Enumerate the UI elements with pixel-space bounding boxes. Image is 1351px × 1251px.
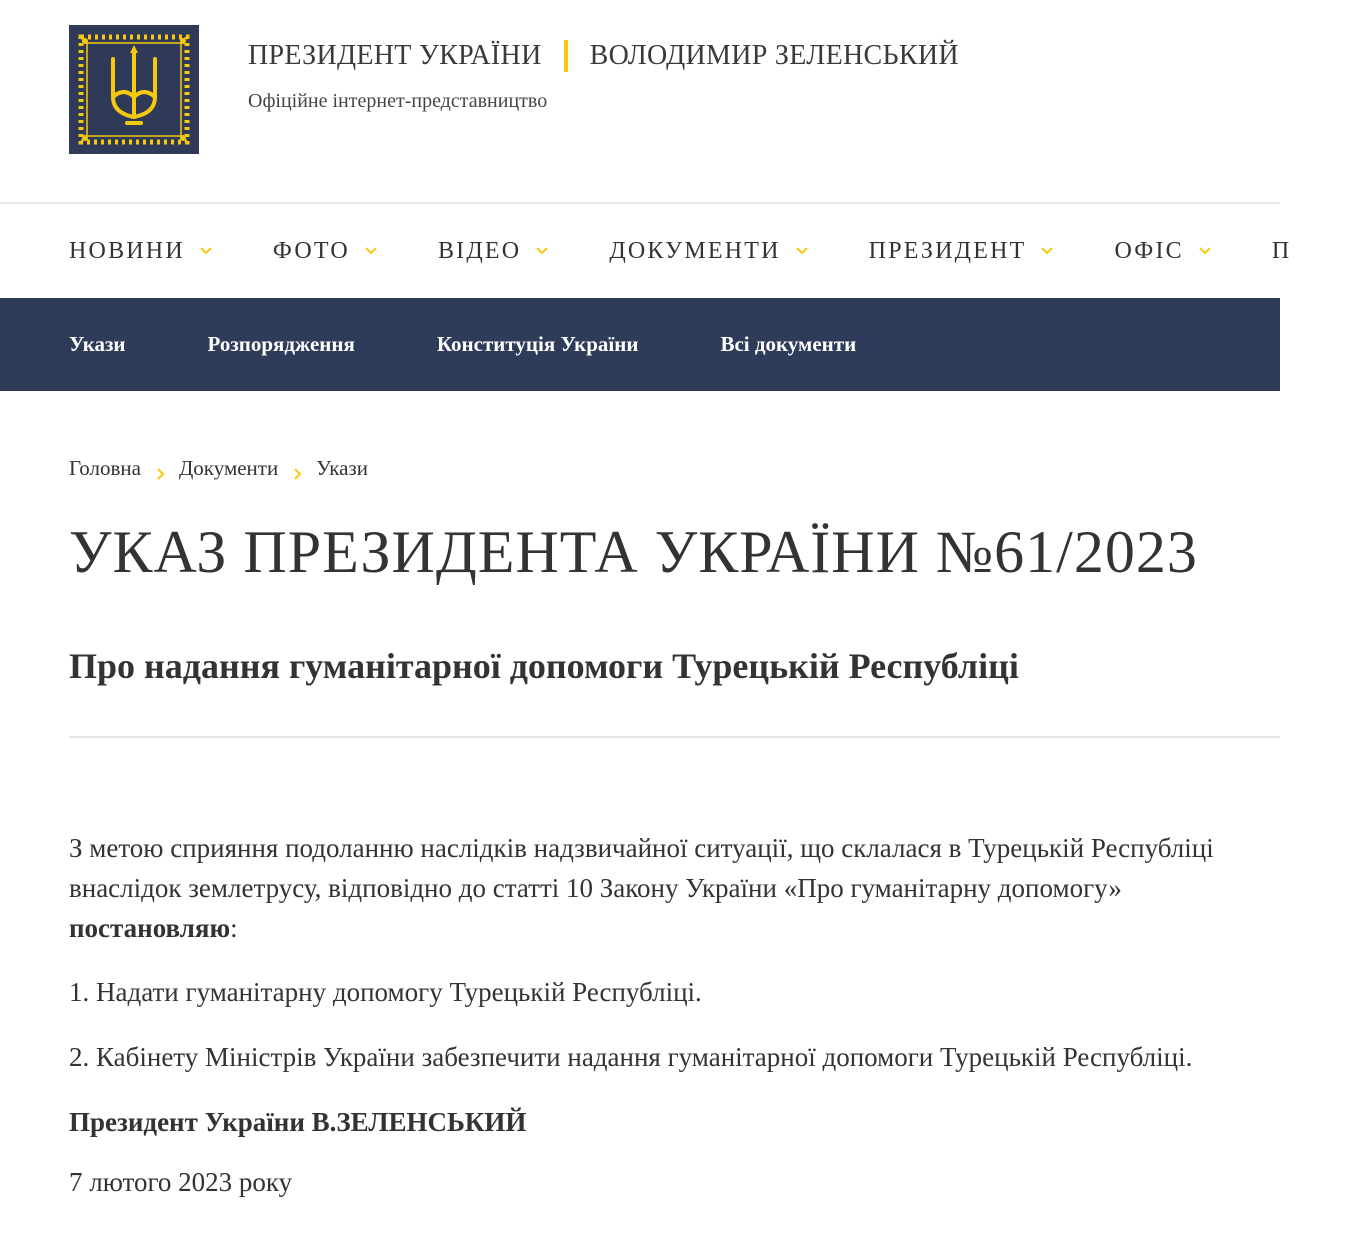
document-date: 7 лютого 2023 року	[69, 1167, 293, 1197]
breadcrumb-home[interactable]: Головна	[69, 456, 141, 480]
nav-item-label: ДОКУМЕНТИ	[609, 237, 781, 264]
signature: Президент України В.ЗЕЛЕНСЬКИЙ	[69, 1107, 527, 1137]
coat-of-arms-logo[interactable]	[69, 25, 199, 154]
trident-icon	[69, 25, 199, 154]
nav-item-label: ФОТО	[272, 237, 350, 264]
site-header	[0, 0, 1280, 204]
nav-item-president[interactable]	[869, 238, 1055, 265]
document-body	[69, 828, 1269, 1227]
nav-item-label: НОВИНИ	[69, 237, 185, 264]
nav-item-label: П	[1271, 237, 1292, 264]
main-navigation	[0, 204, 1292, 298]
preamble-colon: :	[230, 913, 238, 943]
nav-item-video[interactable]	[438, 238, 549, 265]
nav-item-label: ПРЕЗИДЕНТ	[868, 237, 1027, 264]
page-title: УКАЗ ПРЕЗИДЕНТА УКРАЇНИ №61/2023	[69, 519, 1198, 585]
subnav-item-all-documents[interactable]: Всі документи	[720, 332, 857, 356]
breadcrumb	[69, 456, 368, 481]
chevron-down-icon	[199, 246, 213, 256]
nav-item-news[interactable]	[69, 238, 213, 265]
chevron-down-icon	[1040, 246, 1054, 256]
site-title[interactable]	[248, 38, 959, 74]
nav-item-label: ВІДЕО	[437, 237, 522, 264]
preamble-paragraph	[69, 828, 1269, 948]
subnav-item-orders[interactable]: Розпорядження	[207, 332, 355, 356]
breadcrumb-documents[interactable]: Документи	[178, 456, 279, 480]
chevron-down-icon	[1198, 246, 1212, 256]
nav-item-documents[interactable]	[609, 238, 808, 265]
decree-item-1: 1. Надати гуманітарну допомогу Турецькій Республіці.	[69, 977, 702, 1007]
nav-item-label: ОФІС	[1114, 237, 1184, 264]
chevron-right-icon	[155, 462, 165, 476]
chevron-down-icon	[364, 246, 378, 256]
subnav-item-decrees[interactable]: Укази	[69, 332, 126, 356]
documents-subnavigation	[0, 298, 1280, 391]
breadcrumb-decrees[interactable]: Укази	[316, 456, 368, 480]
preamble-bold-word: постановляю	[69, 913, 231, 943]
nav-item-photo[interactable]	[273, 238, 378, 265]
preamble-text: З метою сприяння подоланню наслідків надзвичайної ситуації, що склалася в Турецькій Республіці внаслідок землетрусу, відповідно до статті 10 Закону України «Про гуманітарну допомогу»	[69, 833, 1214, 903]
decree-item-2: 2. Кабінету Міністрів України забезпечити надання гуманітарної допомоги Турецькій Республіці.	[69, 1042, 1193, 1072]
document-subtitle: Про надання гуманітарної допомоги Турецькій Республіці	[69, 646, 1019, 686]
title-separator	[564, 40, 568, 72]
chevron-right-icon	[292, 462, 302, 476]
site-title-secondary: ВОЛОДИМИР ЗЕЛЕНСЬКИЙ	[589, 40, 959, 71]
site-subtitle: Офіційне інтернет-представництво	[248, 90, 548, 112]
title-divider	[69, 736, 1280, 738]
chevron-down-icon	[535, 246, 549, 256]
nav-item-office[interactable]	[1114, 238, 1211, 265]
nav-item-truncated[interactable]	[1272, 238, 1292, 265]
chevron-down-icon	[795, 246, 809, 256]
site-title-primary: ПРЕЗИДЕНТ УКРАЇНИ	[248, 40, 542, 71]
subnav-item-constitution[interactable]: Конституція України	[436, 332, 639, 356]
